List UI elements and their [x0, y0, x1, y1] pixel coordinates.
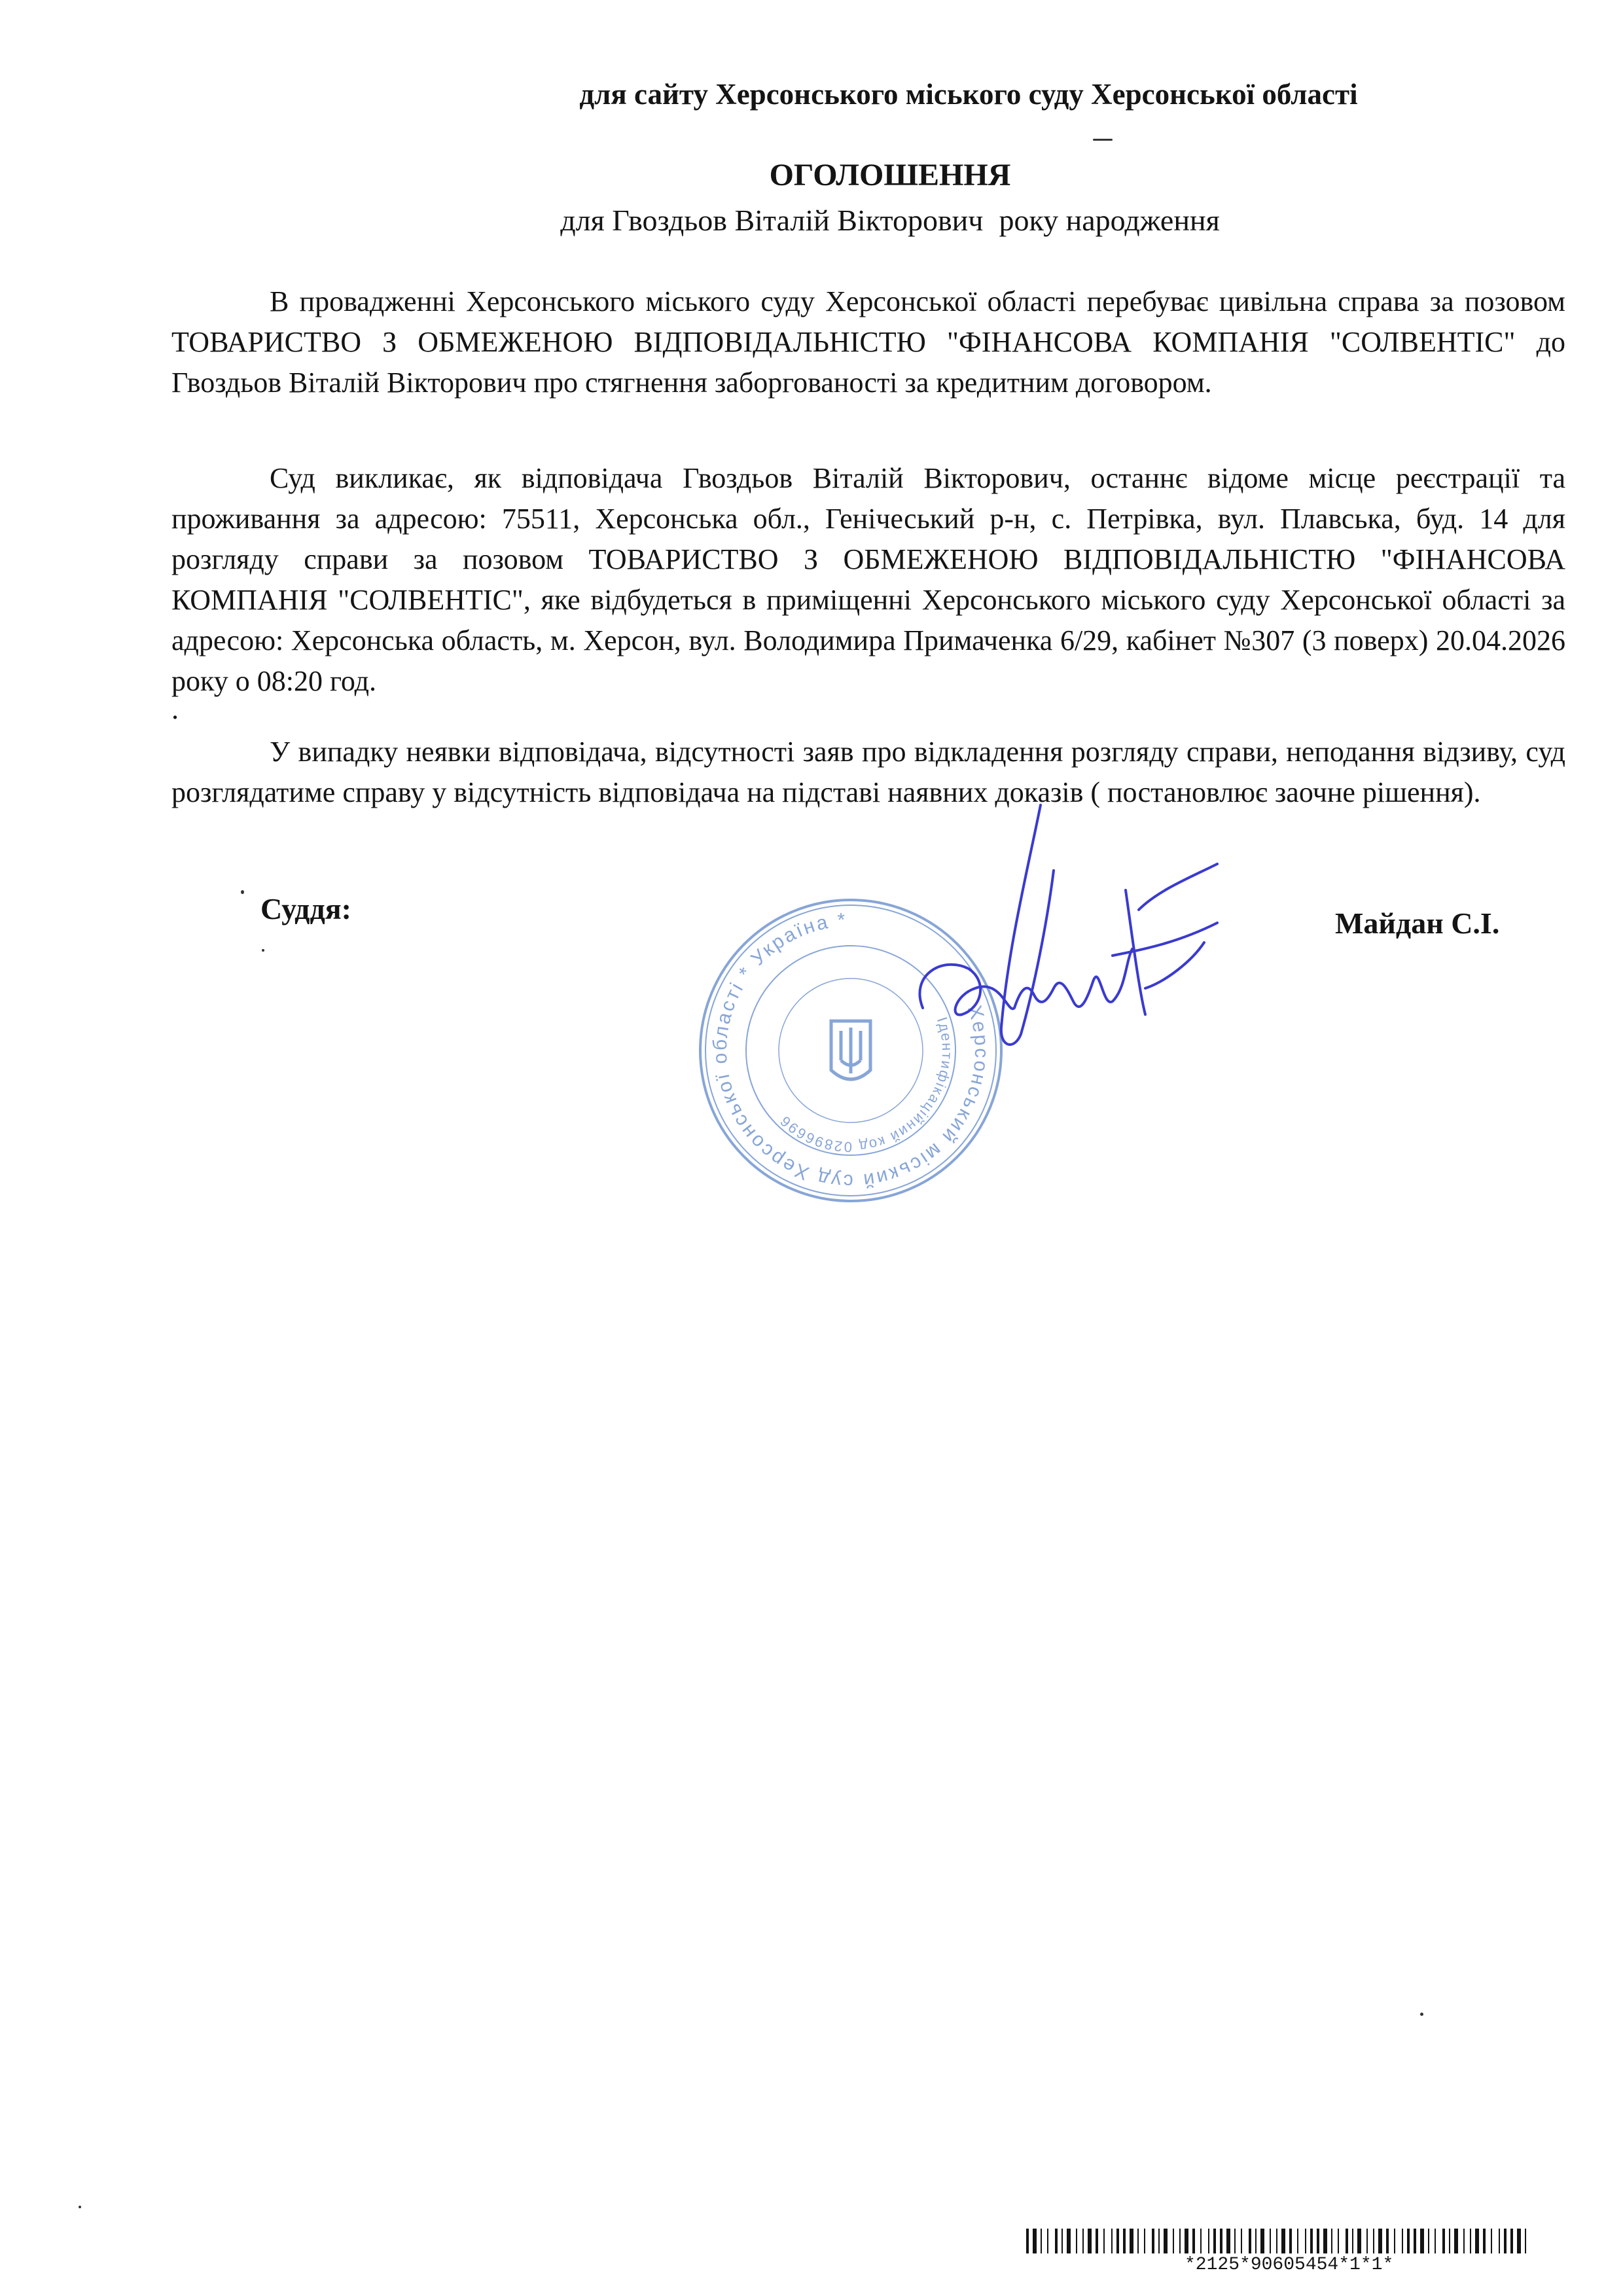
- barcode-icon: [1026, 2229, 1531, 2253]
- paragraph-case: В провадженні Херсонського міського суду Херсонської області перебуває цивільна справа за позовом ТОВАРИСТВО З ОБМЕЖЕНОЮ ВІДПОВІДАЛЬНІСТЮ "ФІНАНСОВА КОМПАНІЯ "СОЛВЕНТІС" до Гвоздьов Віталій Вікторович про стягнення заборгованості за кредитним договором.: [171, 285, 1565, 399]
- site-header: для сайту Херсонського міського суду Херсонської області: [579, 78, 1358, 111]
- judge-name: Майдан С.І.: [1335, 906, 1500, 940]
- scan-speck: [1420, 2013, 1423, 2016]
- scan-speck: [262, 949, 264, 952]
- trailing-dot: .: [171, 693, 179, 725]
- barcode-text: *2125*90605454*1*1*: [1185, 2255, 1394, 2275]
- scan-speck: [1093, 139, 1113, 141]
- scan-speck: [241, 890, 244, 894]
- subtitle-birth-year: року народження: [999, 204, 1220, 237]
- announcement-subtitle: [0, 203, 1623, 238]
- announcement-title: ОГОЛОШЕННЯ: [769, 158, 1011, 192]
- judge-label: Суддя:: [260, 892, 351, 925]
- judge-signature-icon: [851, 792, 1257, 1067]
- stamp-ring-text: Херсонський міський суд Херсонської області * Україна *: [709, 908, 993, 1193]
- subtitle-defendant: для Гвоздьов Віталій Вікторович: [560, 204, 984, 237]
- scan-speck: [79, 2206, 81, 2208]
- paragraph-absence: У випадку неявки відповідача, відсутності заяв про відкладення розгляду справи, неподання відзиву, суд розглядатиме справу у відсутність відповідача на підставі наявних доказів ( постановлює заочне рішення).: [171, 736, 1565, 808]
- paragraph-summons: Суд викликає, як відповідача Гвоздьов Віталій Вікторович, останнє відоме місце реєстрації та проживання за адресою: 75511, Херсонська обл., Генічеський р-н, с. Петрівка, вул. Плавська, буд. 14 для розгляду справи за позовом ТОВАРИСТВО З ОБМЕЖЕНОЮ ВІДПОВІДАЛЬНІСТЮ "ФІНАНСОВА КОМПАНІЯ "СОЛВЕНТІС", яке відбудеться в приміщенні Херсонського міського суду Херсонської області за адресою: Херсонська область, м. Херсон, вул. Володимира Примаченка 6/29, кабінет №307 (3 поверх) 20.04.2026 року о 08:20 год.: [171, 462, 1565, 697]
- stamp-inner-text: Ідентифікаційний код 02896696: [776, 1014, 956, 1156]
